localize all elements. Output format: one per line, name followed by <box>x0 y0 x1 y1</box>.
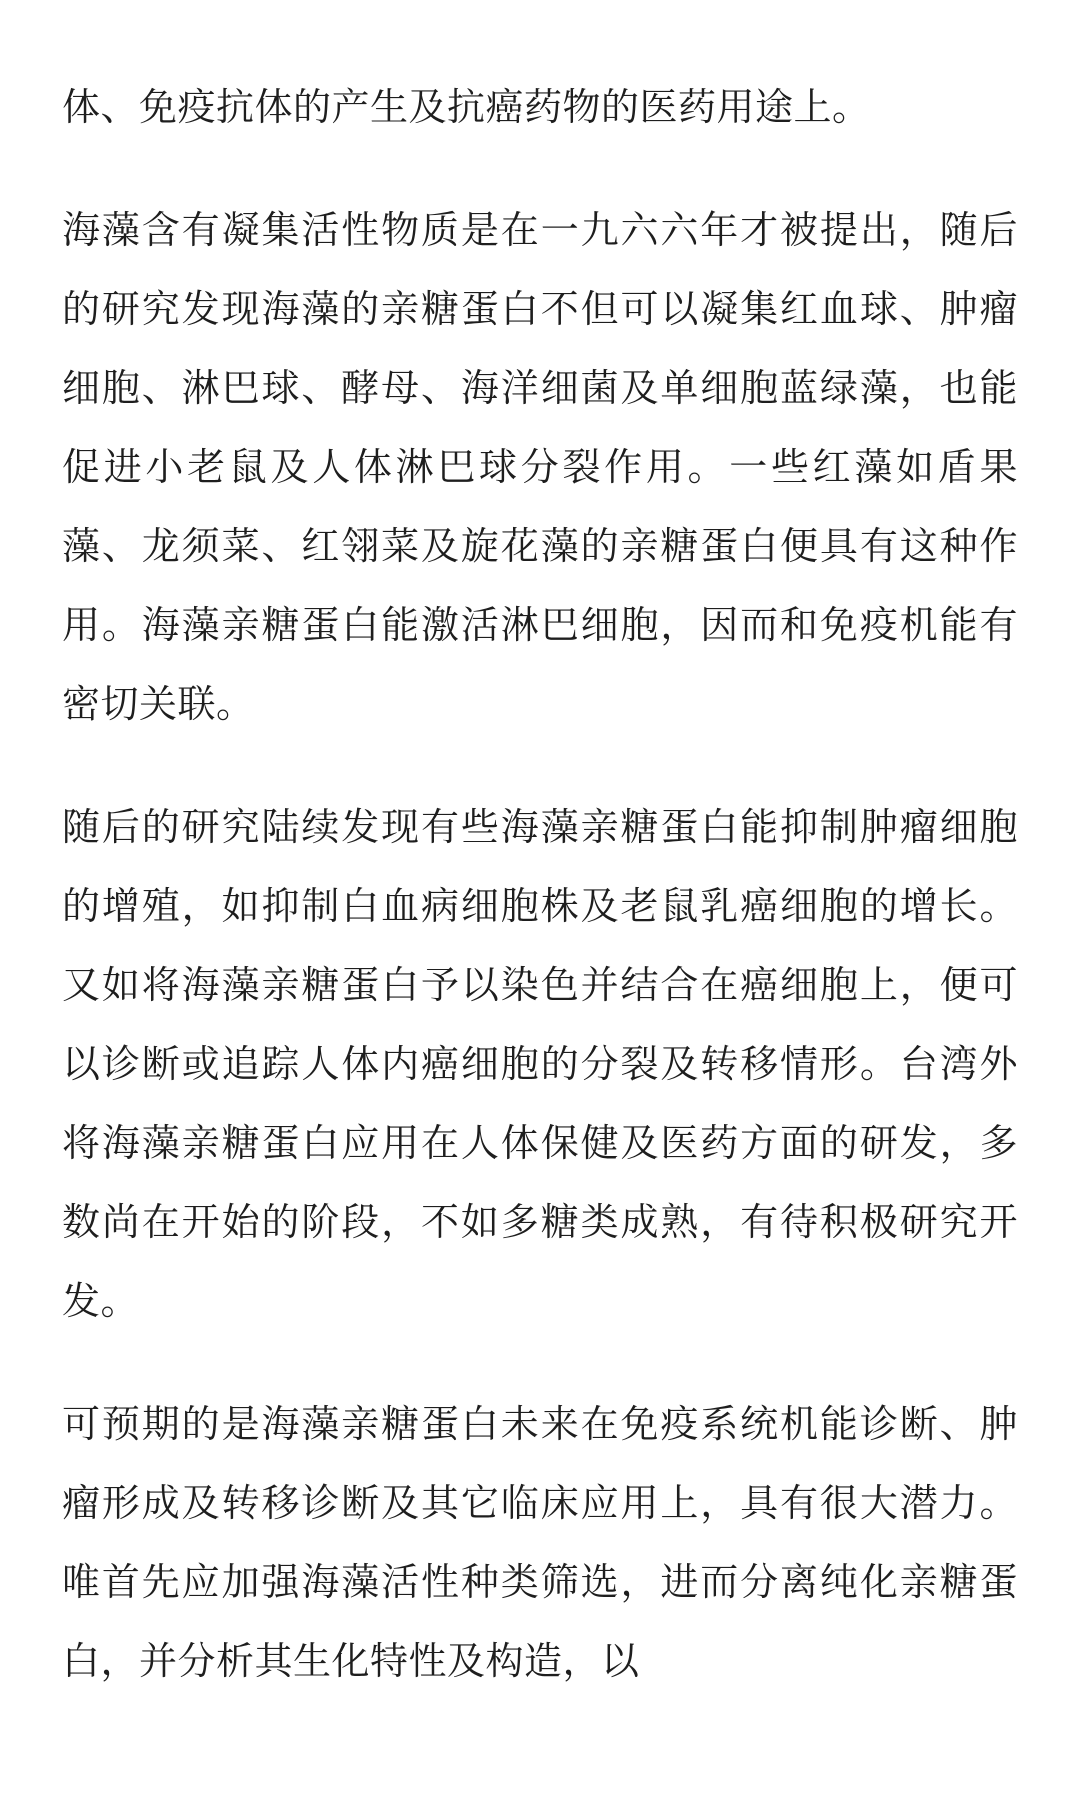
paragraph-1: 体、免疫抗体的产生及抗癌药物的医药用途上。 <box>62 85 871 129</box>
paragraph-3: 随后的研究陆续发现有些海藻亲糖蛋白能抑制肿瘤细胞的增殖，如抑制白血病细胞株及老鼠乳癌细胞的增长。又如将海藻亲糖蛋白予以染色并结合在癌细胞上，便可以诊断或追踪人体内癌细胞的分裂及转移情形。台湾外将海藻亲糖蛋白应用在人体保健及医药方面的研发，多数尚在开始的阶段，不如多糖类成熟，有待积极研究开发。 <box>62 805 1018 1323</box>
paragraph-2: 海藻含有凝集活性物质是在一九六六年才被提出，随后的研究发现海藻的亲糖蛋白不但可以凝集红血球、肿瘤细胞、淋巴球、酵母、海洋细菌及单细胞蓝绿藻，也能促进小老鼠及人体淋巴球分裂作用。一些红藻如盾果藻、龙须菜、红翎菜及旋花藻的亲糖蛋白便具有这种作用。海藻亲糖蛋白能激活淋巴细胞，因而和免疫机能有密切关联。 <box>62 208 1018 726</box>
paragraph-4: 可预期的是海藻亲糖蛋白未来在免疫系统机能诊断、肿瘤形成及转移诊断及其它临床应用上，具有很大潜力。唯首先应加强海藻活性种类筛选，进而分离纯化亲糖蛋白，并分析其生化特性及构造，以 <box>62 1402 1018 1683</box>
